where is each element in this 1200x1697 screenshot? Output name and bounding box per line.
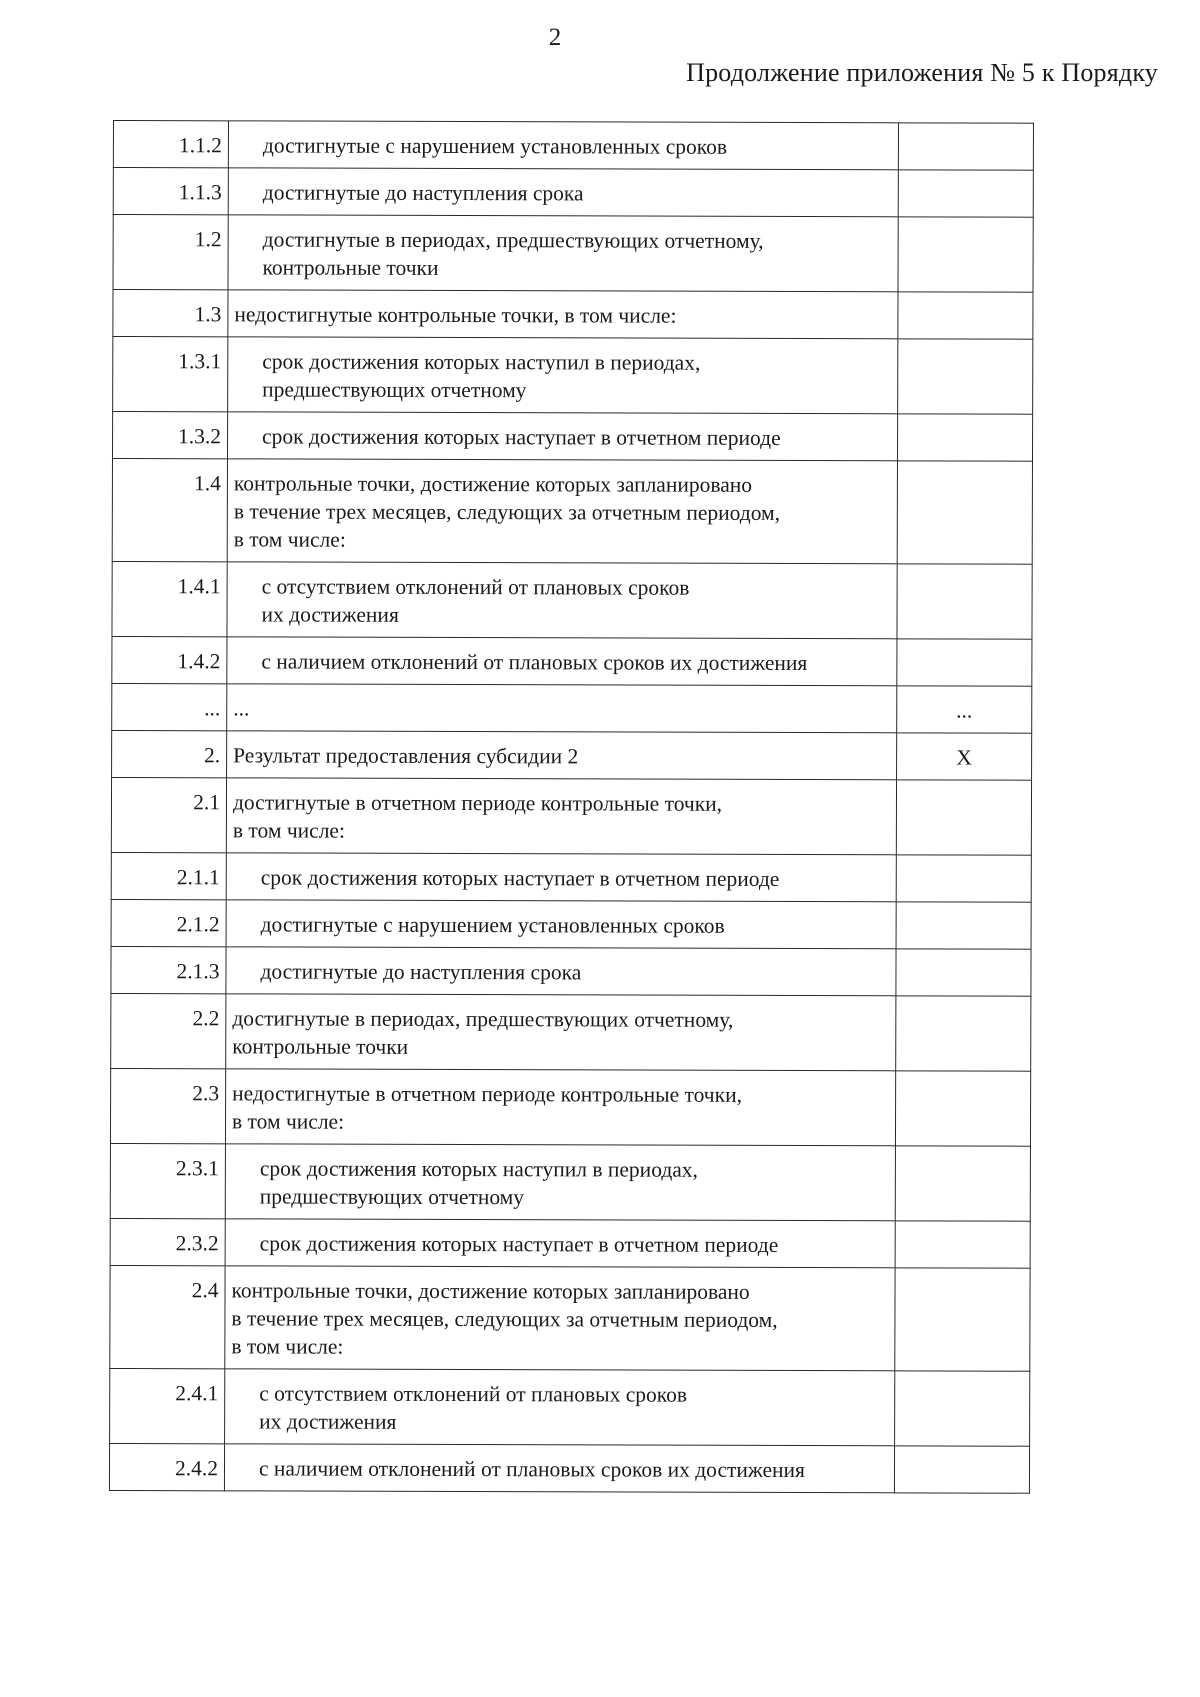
table-row xyxy=(112,636,1032,686)
row-description xyxy=(226,853,896,902)
description-line: срок достижения которых наступает в отчетном периоде xyxy=(259,1231,779,1257)
description-line: достигнутые до наступления срока xyxy=(262,180,584,206)
description-line: достигнутые в периодах, предшествующих отчетному, xyxy=(232,1006,734,1032)
table-row xyxy=(110,1368,1030,1446)
row-description xyxy=(227,684,897,733)
description-line: контрольные точки, достижение которых запланировано xyxy=(233,471,753,497)
row-value xyxy=(896,902,1031,949)
row-description xyxy=(227,412,897,461)
report-table-body xyxy=(109,121,1033,1494)
table-row xyxy=(113,215,1033,293)
row-value xyxy=(895,1071,1030,1146)
row-number: 1.4 xyxy=(112,459,227,562)
row-description xyxy=(225,1219,895,1268)
row-description xyxy=(228,168,898,217)
row-description xyxy=(225,1369,895,1446)
row-description xyxy=(226,947,896,996)
row-description xyxy=(226,778,896,855)
row-number: 2.4 xyxy=(110,1265,225,1368)
row-number: 1.1.3 xyxy=(113,168,228,215)
description-line: с наличием отклонений от плановых сроков их достижения xyxy=(261,649,808,676)
row-value xyxy=(896,855,1031,902)
row-description xyxy=(225,1069,895,1146)
row-number: 2.3.2 xyxy=(110,1218,225,1265)
row-number: 2.1.2 xyxy=(111,899,226,946)
row-description xyxy=(228,121,898,170)
row-number: ... xyxy=(112,683,227,730)
row-value xyxy=(898,292,1033,339)
description-line: контрольные точки xyxy=(232,1034,409,1059)
description-line: контрольные точки xyxy=(262,255,439,280)
table-row xyxy=(112,412,1032,462)
description-line: достигнутые с нарушением установленных сроков xyxy=(262,133,728,159)
report-table xyxy=(109,120,1034,1494)
description-line: достигнутые до наступления срока xyxy=(260,959,582,985)
row-value xyxy=(898,339,1033,414)
table-row xyxy=(111,993,1031,1071)
row-value xyxy=(895,1221,1030,1268)
row-number: 1.4.2 xyxy=(112,636,227,683)
row-number: 1.3 xyxy=(113,290,228,337)
description-line: срок достижения которых наступил в периодах, xyxy=(259,1156,698,1182)
description-line: срок достижения которых наступает в отчетном периоде xyxy=(260,865,780,891)
row-value xyxy=(897,639,1032,686)
row-description xyxy=(228,290,898,339)
row-number: 2.1.3 xyxy=(111,946,226,993)
row-number: 1.1.2 xyxy=(113,121,228,168)
row-number: 2.1 xyxy=(111,777,226,852)
row-number: 1.4.1 xyxy=(112,561,227,636)
table-row xyxy=(110,1068,1030,1146)
table-row xyxy=(111,899,1031,949)
description-line: достигнутые с нарушением установленных сроков xyxy=(260,912,725,938)
description-line: недостигнутые в отчетном периоде контрольные точки, xyxy=(232,1081,743,1107)
table-row xyxy=(110,1265,1030,1371)
table-row xyxy=(110,1218,1030,1268)
description-line: с наличием отклонений от плановых сроков их достижения xyxy=(258,1456,805,1483)
row-value xyxy=(894,1446,1029,1493)
row-number: 2.1.1 xyxy=(111,852,226,899)
row-value xyxy=(898,217,1033,292)
row-value xyxy=(896,996,1031,1071)
description-line: с отсутствием отклонений от плановых сроков xyxy=(261,574,690,600)
row-number: 2.4.2 xyxy=(109,1443,224,1490)
row-value xyxy=(895,1146,1030,1221)
description-line: срок достижения которых наступает в отчетном периоде xyxy=(262,424,781,450)
table-row xyxy=(113,337,1033,415)
description-line: с отсутствием отклонений от плановых сроков xyxy=(259,1381,688,1407)
description-line: контрольные точки, достижение которых запланировано xyxy=(231,1278,750,1304)
row-value: X xyxy=(897,733,1032,780)
table-row xyxy=(113,290,1033,340)
row-value xyxy=(895,1268,1030,1371)
row-description xyxy=(227,637,897,686)
table-row xyxy=(111,777,1031,855)
row-number: 1.3.1 xyxy=(113,337,228,412)
row-description xyxy=(226,900,896,949)
appendix-header: Продолжение приложения № 5 к Порядку xyxy=(686,58,1158,87)
row-value xyxy=(897,564,1032,639)
description-line: в том числе: xyxy=(231,1109,345,1134)
row-value xyxy=(895,1371,1030,1446)
table-row xyxy=(113,168,1033,218)
description-line: их достижения xyxy=(261,602,399,627)
table-row xyxy=(112,459,1032,565)
table-row xyxy=(112,730,1032,780)
description-line: в том числе: xyxy=(232,818,346,843)
row-description xyxy=(226,994,896,1071)
row-value xyxy=(898,123,1033,170)
row-value xyxy=(897,414,1032,461)
row-value xyxy=(896,949,1031,996)
row-value: ... xyxy=(897,686,1032,733)
row-number: 2.3 xyxy=(110,1068,225,1143)
description-line: в том числе: xyxy=(231,1334,344,1359)
row-value xyxy=(897,461,1032,564)
description-line: в том числе: xyxy=(233,527,346,552)
description-line: Результат предоставления субсидии 2 xyxy=(233,743,579,769)
description-line: предшествующих отчетному xyxy=(262,377,527,403)
row-number: 2.2 xyxy=(111,993,226,1068)
table-row xyxy=(111,852,1031,902)
description-line: предшествующих отчетному xyxy=(259,1184,525,1210)
description-line: срок достижения которых наступил в периодах, xyxy=(262,349,701,375)
description-line: в течение трех месяцев, следующих за отчетным периодом, xyxy=(231,1306,778,1332)
row-value xyxy=(898,170,1033,217)
description-line: в течение трех месяцев, следующих за отчетным периодом, xyxy=(233,499,781,525)
row-number: 2.3.1 xyxy=(110,1143,225,1218)
row-description xyxy=(225,1144,895,1221)
row-number: 2. xyxy=(112,730,227,777)
table-row xyxy=(112,683,1032,733)
row-number: 1.3.2 xyxy=(112,412,227,459)
page-number: 2 xyxy=(548,24,562,51)
row-number: 2.4.1 xyxy=(110,1368,225,1443)
row-description xyxy=(228,337,898,414)
description-line: недостигнутые контрольные точки, в том числе: xyxy=(234,302,677,328)
row-number: 1.2 xyxy=(113,215,228,290)
row-description xyxy=(225,1266,895,1371)
description-line: достигнутые в периодах, предшествующих отчетному, xyxy=(262,227,764,253)
table-row xyxy=(110,1143,1030,1221)
description-line: ... xyxy=(233,696,250,721)
row-description xyxy=(227,731,897,780)
row-description xyxy=(227,562,897,639)
row-value xyxy=(896,780,1031,855)
row-description xyxy=(227,459,897,564)
row-description xyxy=(228,215,898,292)
table-row xyxy=(111,946,1031,996)
table-row xyxy=(112,561,1032,639)
row-description xyxy=(224,1444,894,1493)
description-line: их достижения xyxy=(259,1409,397,1434)
table-row xyxy=(109,1443,1029,1493)
table-row xyxy=(113,121,1033,171)
description-line: достигнутые в отчетном периоде контрольные точки, xyxy=(232,790,723,816)
